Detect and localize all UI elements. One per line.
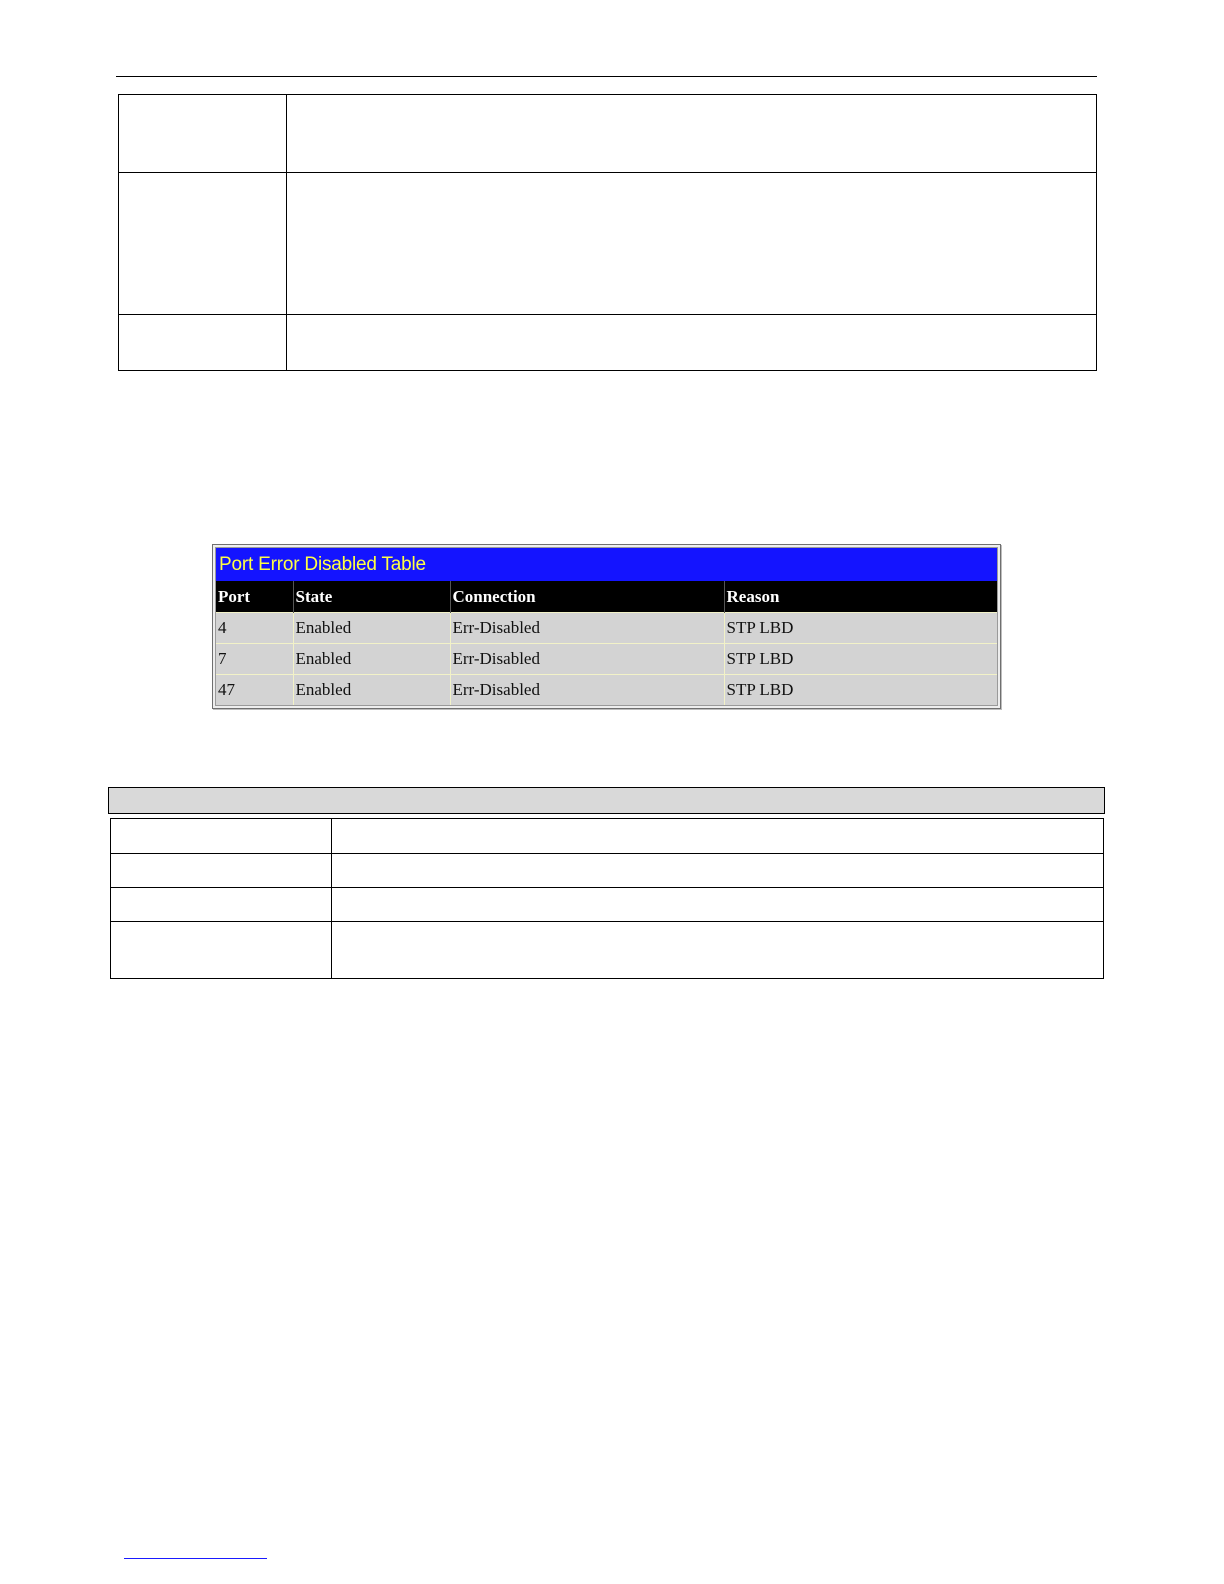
column-header-state: State xyxy=(293,581,450,613)
param-name-cell xyxy=(119,173,287,315)
port-cell: 4 xyxy=(216,613,293,644)
header-rule xyxy=(116,76,1097,77)
port-cell: 47 xyxy=(216,675,293,706)
table-row xyxy=(216,613,997,644)
param-name-cell xyxy=(111,888,332,922)
parameter-table-header xyxy=(108,787,1105,814)
param-description-cell xyxy=(332,854,1104,888)
connection-cell: Err-Disabled xyxy=(450,644,724,675)
port-cell: 7 xyxy=(216,644,293,675)
param-description-cell xyxy=(332,888,1104,922)
param-description-cell xyxy=(287,95,1097,173)
table-row xyxy=(111,819,1104,854)
parameter-table xyxy=(110,818,1104,979)
figure-panel xyxy=(215,547,998,706)
param-name-cell xyxy=(119,95,287,173)
param-description-cell xyxy=(332,819,1104,854)
reason-cell: STP LBD xyxy=(724,613,997,644)
state-cell: Enabled xyxy=(293,675,450,706)
column-header-connection: Connection xyxy=(450,581,724,613)
param-name-cell xyxy=(111,819,332,854)
table-row xyxy=(111,888,1104,922)
param-description-cell xyxy=(287,173,1097,315)
reason-cell: STP LBD xyxy=(724,644,997,675)
param-name-cell xyxy=(111,854,332,888)
table-row xyxy=(111,854,1104,888)
footer-link-underline xyxy=(124,1558,267,1559)
state-cell: Enabled xyxy=(293,613,450,644)
top-description-table xyxy=(118,94,1097,371)
table-header-row xyxy=(216,581,997,613)
table-row xyxy=(216,644,997,675)
table-row xyxy=(216,675,997,706)
param-name-cell xyxy=(119,315,287,371)
connection-cell: Err-Disabled xyxy=(450,613,724,644)
port-error-disabled-screenshot xyxy=(212,544,1001,709)
param-description-cell xyxy=(287,315,1097,371)
connection-cell: Err-Disabled xyxy=(450,675,724,706)
figure-title: Port Error Disabled Table xyxy=(216,548,997,581)
table-row xyxy=(111,922,1104,979)
table-row xyxy=(119,95,1097,173)
table-row xyxy=(119,173,1097,315)
table-row xyxy=(119,315,1097,371)
reason-cell: STP LBD xyxy=(724,675,997,706)
port-error-disabled-table xyxy=(216,581,997,705)
column-header-port: Port xyxy=(216,581,293,613)
param-name-cell xyxy=(111,922,332,979)
column-header-reason: Reason xyxy=(724,581,997,613)
state-cell: Enabled xyxy=(293,644,450,675)
param-description-cell xyxy=(332,922,1104,979)
